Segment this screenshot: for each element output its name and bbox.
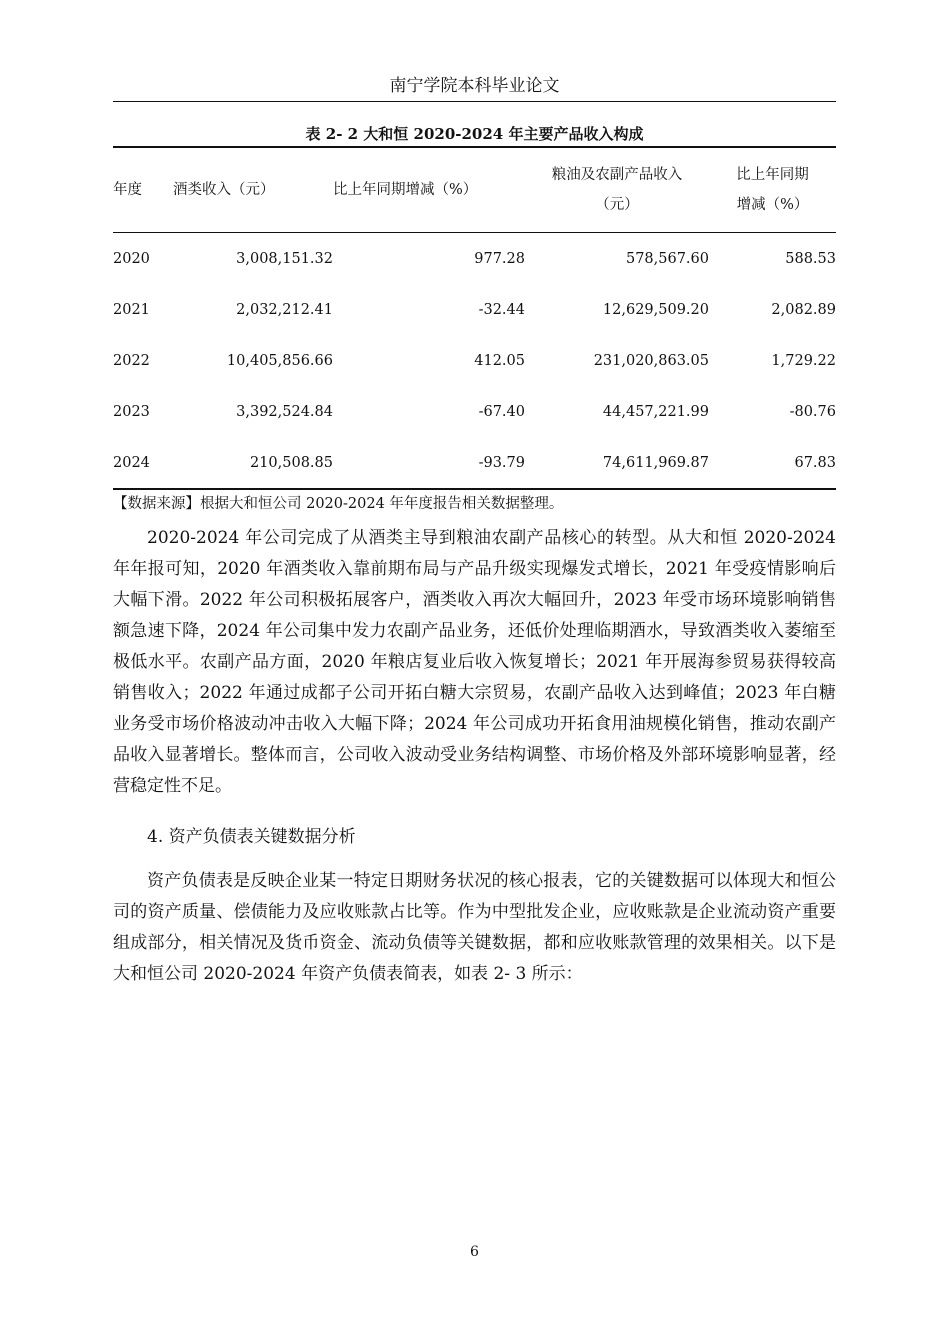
cell-agri-change: 67.83 [709, 437, 836, 489]
column-header-line: 比上年同期增减（%） [333, 182, 478, 198]
cell-liquor-revenue: 210,508.85 [173, 437, 333, 489]
table-row [113, 284, 836, 335]
cell-agri-change: 1,729.22 [771, 352, 836, 369]
cell-agri-change: 2,082.89 [771, 301, 836, 318]
cell-liquor-revenue: 2,032,212.41 [236, 301, 333, 318]
cell-year: 2022 [113, 352, 150, 369]
body-paragraph: 资产负债表是反映企业某一特定日期财务状况的核心报表，它的关键数据可以体现大和恒公司的资产质量、偿债能力及应收账款占比等。作为中型批发企业，应收账款是企业流动资产重要组成部分，相关情况及货币资金、流动负债等关键数据，都和应收账款管理的效果相关。以下是大和恒公司 2020-2024 年资产负债表简表，如表 2- 3 所示： [113, 871, 836, 984]
column-header-line: 年度 [113, 182, 142, 198]
column-header-line: 酒类收入（元） [173, 182, 275, 198]
cell-agri-revenue: 44,457,221.99 [602, 403, 709, 420]
cell-liquor-revenue: 10,405,856.66 [226, 352, 333, 369]
page-number: 6 [470, 1244, 479, 1260]
body-paragraph: 2020-2024 年公司完成了从酒类主导到粮油农副产品核心的转型。从大和恒 2020-2024 年年报可知，2020 年酒类收入靠前期布局与产品升级实现爆发式增长，2021 年受疫情影响后大幅下滑。2022 年公司积极拓展客户，酒类收入再次大幅回升，2023 年受市场环境影响销售额急速下降，2024 年公司集中发力农副产品业务，还低价处理临期酒水，导致酒类收入萎缩至极低水平。农副产品方面，2020 年粮店复业后收入恢复增长；2021 年开展海参贸易获得较高销售收入；2022 年通过成都子公司开拓白糖大宗贸易，农副产品收入达到峰值；2023 年白糖业务受市场价格波动冲击收入大幅下降；2024 年公司成功开拓食用油规模化销售，推动农副产品收入显著增长。整体而言，公司收入波动受业务结构调整、市场价格及外部环境影响显著，经营稳定性不足。 [113, 528, 836, 796]
cell-agri-revenue: 578,567.60 [625, 250, 709, 267]
cell-agri-change: -80.76 [789, 403, 836, 420]
table-row [113, 386, 836, 437]
column-header-line: 增减（%） [736, 197, 809, 213]
cell-agri-revenue: 231,020,863.05 [593, 352, 709, 369]
column-header-line: 粮油及农副产品收入 [551, 167, 683, 183]
cell-year: 2024 [113, 437, 173, 489]
cell-liquor-revenue: 3,008,151.32 [236, 250, 333, 267]
cell-liquor-revenue: 3,392,524.84 [236, 403, 333, 420]
table-row [113, 335, 836, 386]
column-header-line: 比上年同期 [736, 167, 809, 183]
table-header-row [113, 147, 836, 233]
column-header-liquor-revenue [173, 147, 333, 233]
cell-year: 2023 [113, 403, 150, 420]
revenue-table [113, 146, 836, 490]
table-row [113, 233, 836, 285]
column-header-line: （元） [595, 197, 639, 213]
table-row [113, 437, 836, 489]
column-header-agri-change [709, 147, 836, 233]
header-rule [113, 101, 836, 102]
column-header-year [113, 147, 173, 233]
section-heading: 4. 资产负债表关键数据分析 [147, 827, 356, 847]
running-header: 南宁学院本科毕业论文 [389, 76, 560, 96]
cell-agri-revenue: 74,611,969.87 [525, 437, 709, 489]
cell-liquor-change: 977.28 [474, 250, 525, 267]
cell-liquor-change: 412.05 [474, 352, 525, 369]
cell-year: 2021 [113, 301, 150, 318]
table-source-note: 【数据来源】根据大和恒公司 2020-2024 年年度报告相关数据整理。 [113, 496, 564, 512]
table-caption: 表 2- 2 大和恒 2020-2024 年主要产品收入构成 [305, 125, 644, 143]
cell-liquor-change: -32.44 [478, 301, 525, 318]
cell-liquor-change: -93.79 [333, 437, 525, 489]
cell-agri-revenue: 12,629,509.20 [602, 301, 709, 318]
cell-year: 2020 [113, 250, 150, 267]
cell-liquor-change: -67.40 [478, 403, 525, 420]
column-header-agri-revenue [525, 147, 709, 233]
column-header-liquor-change [333, 147, 525, 233]
cell-agri-change: 588.53 [785, 250, 836, 267]
